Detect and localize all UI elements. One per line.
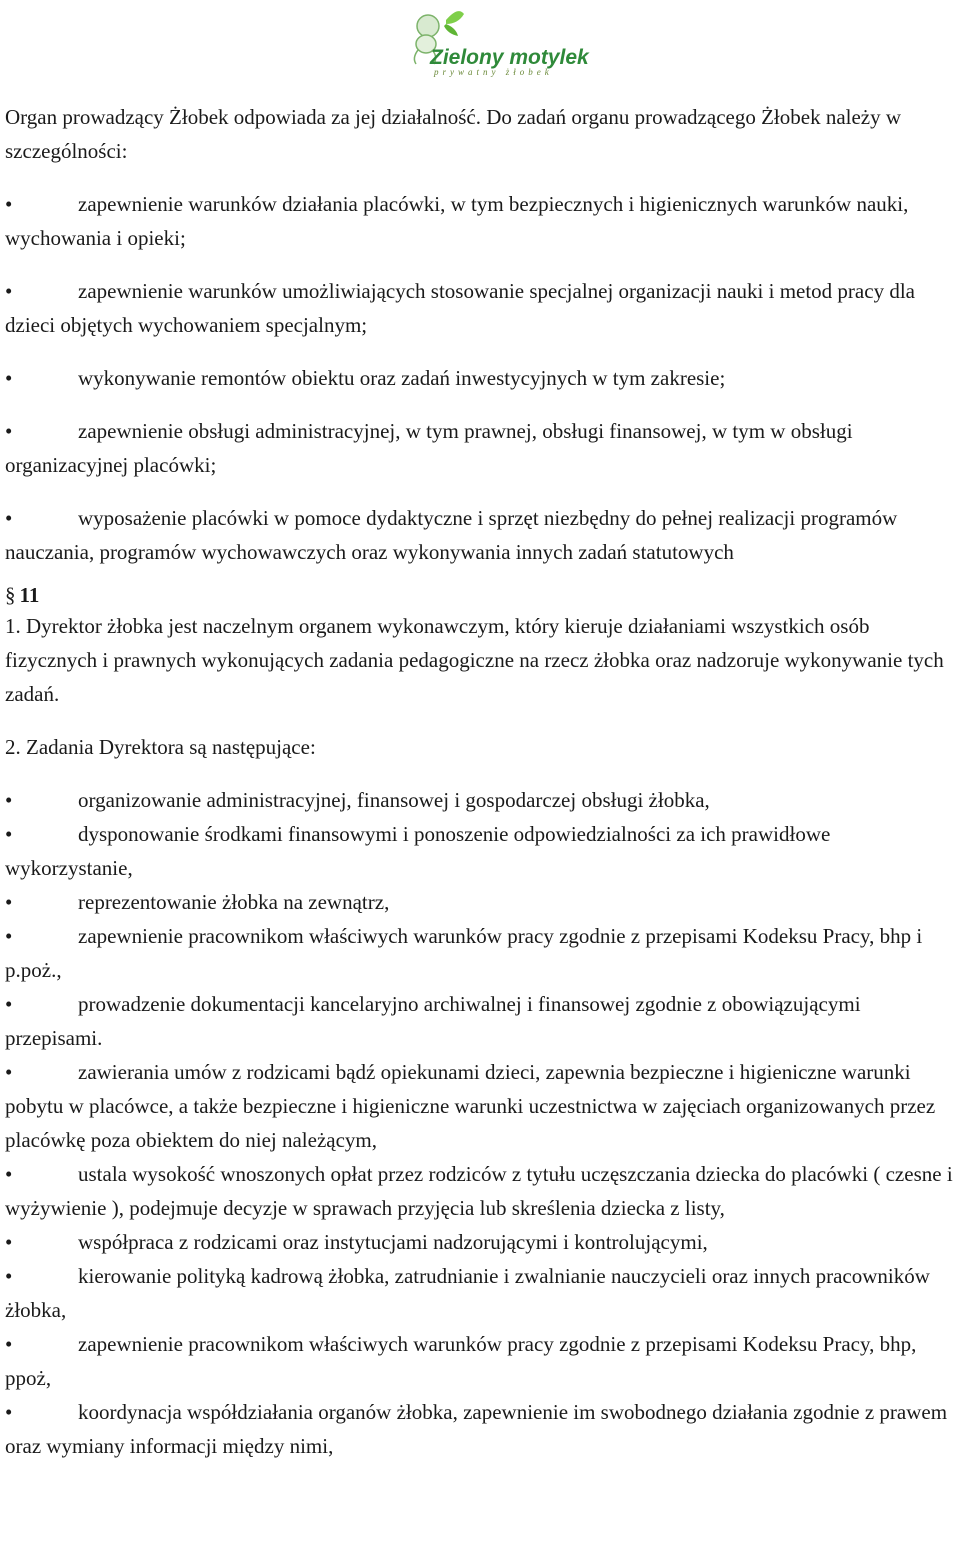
director-duty-item: • współpraca z rodzicami oraz instytucjami nadzorującymi i kontrolującymi, (5, 1225, 957, 1259)
section-heading (5, 581, 957, 609)
intro-paragraph: Organ prowadzący Żłobek odpowiada za jej działalność. Do zadań organu prowadzącego Żłobek należy w szczególności: (5, 105, 902, 163)
organ-duty-item: • zapewnienie obsługi administracyjnej, w tym prawnej, obsługi finansowej, w tym w obsługi organizacyjnej placówki; (5, 414, 957, 482)
director-duty-item: • dysponowanie środkami finansowymi i ponoszenie odpowiedzialności za ich prawidłowe wykorzystanie, (5, 817, 957, 885)
paragraph-2: 2. Zadania Dyrektora są następujące: (5, 735, 316, 759)
organ-duty-item: • wyposażenie placówki w pomoce dydaktyczne i sprzęt niezbędny do pełnej realizacji programów nauczania, programów wychowawczych oraz wykonywania innych zadań statutowych (5, 501, 957, 569)
logo-title: Zielony motylek (430, 46, 589, 69)
section-symbol: § (5, 583, 16, 607)
document-body (5, 100, 957, 1463)
logo-subtitle: prywatny żłobek (434, 67, 553, 77)
director-duty-item: • zapewnienie pracownikom właściwych warunków pracy zgodnie z przepisami Kodeksu Pracy, bhp i p.poż., (5, 919, 957, 987)
director-duty-item: • zapewnienie pracownikom właściwych warunków pracy zgodnie z przepisami Kodeksu Pracy, bhp, ppoż, (5, 1327, 957, 1395)
director-duty-item: • prowadzenie dokumentacji kancelaryjno archiwalnej i finansowej zgodnie z obowiązującymi przepisami. (5, 987, 957, 1055)
organ-duty-item: • zapewnienie warunków umożliwiających stosowanie specjalnej organizacji nauki i metod pracy dla dzieci objętych wychowaniem specjalnym; (5, 274, 957, 342)
paragraph-1: 1. Dyrektor żłobka jest naczelnym organem wykonawczym, który kieruje działaniami wszystkich osób fizycznych i prawnych wykonujących zadania pedagogiczne na rzecz żłobka oraz nadzoruje wykonywanie tych zadań. (5, 614, 944, 706)
director-duty-item: • organizowanie administracyjnej, finansowej i gospodarczej obsługi żłobka, (5, 783, 957, 817)
director-duty-item: • kierowanie polityką kadrową żłobka, zatrudnianie i zwalnianie nauczycieli oraz innych pracowników żłobka, (5, 1259, 957, 1327)
director-duty-item: • ustala wysokość wnoszonych opłat przez rodziców z tytułu uczęszczania dziecka do placówki ( czesne i wyżywienie ), podejmuje decyzje w sprawach przyjęcia lub skreślenia dziecka z listy, (5, 1157, 957, 1225)
organ-duty-item: • wykonywanie remontów obiektu oraz zadań inwestycyjnych w tym zakresie; (5, 361, 957, 395)
director-duty-item: • zawierania umów z rodzicami bądź opiekunami dzieci, zapewnia bezpieczne i higieniczne warunki pobytu w placówce, a także bezpieczne i higieniczne warunki uczestnictwa w zajęciach organizowanych przez placówkę poza obiektem do niej należącym, (5, 1055, 957, 1157)
director-duty-item: • koordynacja współdziałania organów żłobka, zapewnienie im swobodnego działania zgodnie z prawem oraz wymiany informacji między nimi, (5, 1395, 957, 1463)
section-number: 11 (19, 583, 40, 607)
director-duty-item: • reprezentowanie żłobka na zewnątrz, (5, 885, 957, 919)
organ-duty-item: • zapewnienie warunków działania placówki, w tym bezpiecznych i higienicznych warunków nauki, wychowania i opieki; (5, 187, 957, 255)
